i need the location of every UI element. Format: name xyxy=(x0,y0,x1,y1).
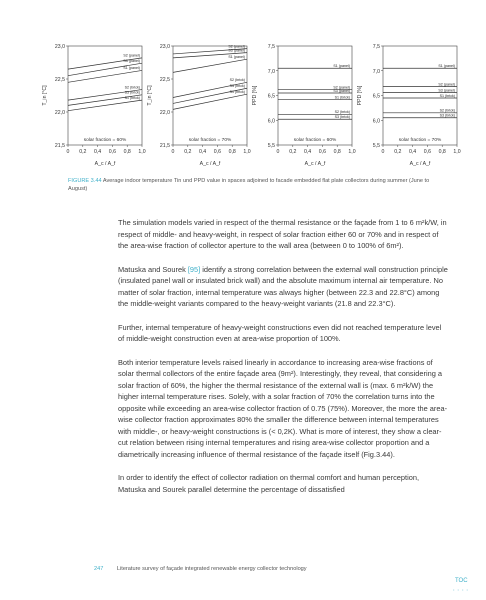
solar-fraction-annotation: solar fraction = 70% xyxy=(188,138,232,143)
series-label: S1 (panel) xyxy=(333,64,350,69)
paragraph-2-rest: identify a strong correlation between the external wall construction principle (insulated panel wall or insulated brick wall) and the absolute maximum internal air temperature. No matter of solar fraction, internal temperature was always higher (between 22.3 and 22.8°C) among the middle-weight variants compared to the heavy-weight variants (21.8 and 22.3°C). xyxy=(118,264,448,308)
paragraph-5: In order to identify the effect of collector radiation on thermal comfort and human perception, Matuska and Sourek parallel determine the percentage of dissatisfied xyxy=(118,473,419,494)
x-tick-label: 0,6 xyxy=(423,149,432,155)
y-tick-label: 7,5 xyxy=(372,44,380,50)
series-label: S2 (brick) xyxy=(334,110,350,115)
series-label: S1 (panel) xyxy=(228,55,245,59)
series-label: S1 (brick) xyxy=(439,93,455,98)
chart-svg xyxy=(355,40,460,175)
x-tick-label: 0 xyxy=(171,149,175,155)
running-title: Literature survey of façade integrated renewable energy collector technology xyxy=(116,566,307,572)
chart-tin-70 xyxy=(145,40,250,175)
series-label: S2 (panel) xyxy=(123,53,140,58)
paragraph-1: The simulation models varied in respect of the thermal resistance or the façade from 1 to 6 m²k/W, in respect of middle- and heavy-weight, in respect of solar fraction either 60 or 70% and in respect of the area-wise fraction of collector aperture to the wall area (between 0 to 100% of 6m²). xyxy=(118,218,447,250)
x-tick-label: 1,0 xyxy=(138,149,146,155)
solar-fraction-annotation: solar fraction = 60% xyxy=(293,138,337,143)
series-label: S3 (brick) xyxy=(229,84,245,89)
chart-svg xyxy=(145,40,250,175)
solar-fraction-annotation: solar fraction = 70% xyxy=(398,138,442,143)
x-tick-label: 0,2 xyxy=(79,149,87,155)
series-label: S1 (panel) xyxy=(438,64,455,69)
series-label: S3 (brick) xyxy=(334,115,350,120)
paragraph-4: Both interior temperature levels raised linearly in accordance to increasing area-wise fractions of solar thermal collectors of the entire façade area (9m²). Interestingly, they reveal, that considering a solar fraction of 60%, the higher the thermal resistance of the external wall is (max. 6 m²k/W) the higher internal temperature rises. Solely, with a solar fraction of 70% the correlation turns into the opposite while exceeding an area-wise collector fraction of 0.75 (75%). Moreover, the more the area-wise collector fraction approximates 80% the smaller the difference between internal temperatures with middle-, or heavy-weight constructions is (< 0,2K). What is more of interest, they show a clear-cut relation between rising internal temperatures and rising area-wise collector proportion and a diametrically increasing influence of thermal resistance of the façade itself (Fig.3.44). xyxy=(118,357,448,459)
caption-text: Average indoor temperature Tin und PPD value in spaces adjoined to facade embedded flat plate collectors during summer (June to August) xyxy=(68,178,430,192)
figure-caption xyxy=(68,177,448,193)
y-tick-label: 5,5 xyxy=(372,143,380,149)
x-axis-label: A_c / A_f xyxy=(409,161,431,167)
x-tick-label: 0,8 xyxy=(438,149,446,155)
y-axis-label: PPD [%] xyxy=(357,85,363,106)
series-label: S3 (panel) xyxy=(438,88,455,93)
series-line xyxy=(68,100,142,111)
y-tick-label: 22,5 xyxy=(159,77,170,83)
x-tick-label: 0,8 xyxy=(123,149,131,155)
series-line xyxy=(68,70,142,82)
y-tick-label: 7,0 xyxy=(267,68,275,75)
x-axis-label: A_c / A_f xyxy=(304,161,326,167)
solar-fraction-annotation: solar fraction = 60% xyxy=(83,138,127,143)
series-label: S1 (brick) xyxy=(124,95,140,100)
toc-dots: • • • • xyxy=(453,587,469,592)
series-label: S3 (panel) xyxy=(228,48,245,53)
x-tick-label: 0 xyxy=(66,149,70,155)
y-tick-label: 21,5 xyxy=(54,143,65,149)
x-tick-label: 0,6 xyxy=(108,149,117,155)
series-label: S2 (brick) xyxy=(124,85,140,90)
y-axis-label: T_in [°C] xyxy=(147,85,153,106)
y-tick-label: 22,0 xyxy=(54,110,65,116)
series-label: S2 (brick) xyxy=(229,78,245,83)
series-label: S3 (brick) xyxy=(124,90,140,95)
series-label: S1 (brick) xyxy=(334,95,350,100)
series-label: S2 (brick) xyxy=(439,108,455,113)
y-tick-label: 7,5 xyxy=(267,44,275,50)
y-tick-label: 23,0 xyxy=(54,44,65,50)
x-tick-label: 0,8 xyxy=(333,149,341,155)
y-tick-label: 6,0 xyxy=(372,118,380,125)
series-label: S2 (panel) xyxy=(333,85,350,90)
y-tick-label: 7,0 xyxy=(372,68,380,75)
chart-tin-60 xyxy=(40,40,145,175)
series-label: S3 (panel) xyxy=(333,88,350,93)
y-axis-label: PPD [%] xyxy=(252,85,258,106)
y-tick-label: 5,5 xyxy=(267,143,275,149)
toc-link[interactable]: TOC xyxy=(455,578,468,584)
x-tick-label: 0,6 xyxy=(318,149,327,155)
y-tick-label: 6,5 xyxy=(267,93,275,100)
series-label: S3 (brick) xyxy=(439,113,455,118)
paragraph-2 xyxy=(118,264,448,310)
x-tick-label: 0 xyxy=(381,149,385,155)
y-tick-label: 21,5 xyxy=(159,143,170,149)
y-tick-label: 22,5 xyxy=(54,77,65,83)
x-tick-label: 0,4 xyxy=(198,149,207,155)
chart-svg xyxy=(40,40,145,175)
x-tick-label: 0,4 xyxy=(93,149,102,155)
x-tick-label: 0,8 xyxy=(228,149,236,155)
paragraph-3: Further, internal temperature of heavy-weight constructions even did not reached temperature level of middle-weight construction even at area-wise proportion of 100%. xyxy=(118,322,442,343)
series-label: S1 (panel) xyxy=(123,66,140,71)
x-tick-label: 0,6 xyxy=(213,149,222,155)
page-number: 247 xyxy=(94,566,104,572)
series-label: S2 (panel) xyxy=(438,82,455,87)
citation-link[interactable]: [95] xyxy=(187,264,201,274)
paragraph-2-start: Matuska and Sourek xyxy=(118,264,188,274)
x-tick-label: 0 xyxy=(276,149,280,155)
x-axis-label: A_c / A_f xyxy=(94,161,116,167)
page-footer xyxy=(94,566,307,572)
x-tick-label: 1,0 xyxy=(243,149,251,155)
y-tick-label: 6,5 xyxy=(372,93,380,100)
x-tick-label: 0,4 xyxy=(408,149,417,155)
series-line xyxy=(173,59,247,72)
y-axis-label: T_in [°C] xyxy=(42,85,48,106)
figure-number: FIGURE 3.44 xyxy=(68,178,102,184)
chart-ppd-70 xyxy=(355,40,460,175)
x-tick-label: 0,4 xyxy=(303,149,312,155)
series-line xyxy=(173,94,247,109)
series-label: S2 (panel) xyxy=(228,44,245,49)
chart-ppd-60 xyxy=(250,40,355,175)
y-tick-label: 22,0 xyxy=(159,110,170,116)
y-tick-label: 6,0 xyxy=(267,118,275,125)
series-label: S3 (panel) xyxy=(123,58,140,63)
x-tick-label: 1,0 xyxy=(348,149,356,155)
chart-svg xyxy=(250,40,355,175)
x-tick-label: 0,2 xyxy=(184,149,192,155)
x-tick-label: 0,2 xyxy=(394,149,402,155)
x-tick-label: 1,0 xyxy=(453,149,461,155)
y-tick-label: 23,0 xyxy=(159,44,170,50)
figure-charts xyxy=(40,40,460,175)
body-text xyxy=(118,217,448,507)
series-label: S1 (brick) xyxy=(229,89,245,94)
x-tick-label: 0,2 xyxy=(289,149,297,155)
x-axis-label: A_c / A_f xyxy=(199,161,221,167)
